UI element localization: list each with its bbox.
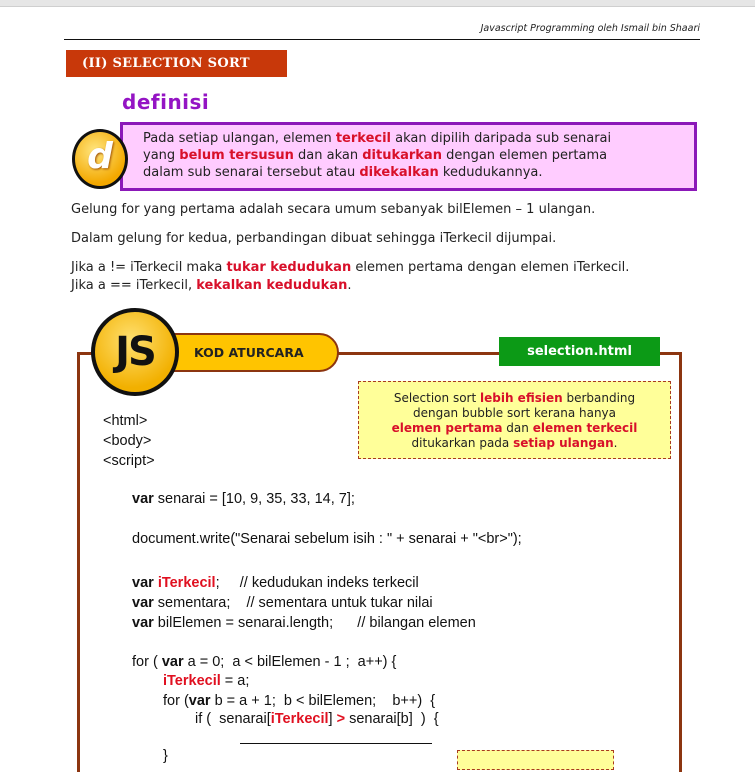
text-segment: bilElemen = senarai.length; // bilangan elemen bbox=[153, 615, 476, 631]
text-segment: sementara; // sementara untuk tukar nilai bbox=[153, 595, 433, 611]
definition-box bbox=[120, 122, 697, 191]
window-top-bar bbox=[0, 0, 755, 7]
text-segment: <script> bbox=[103, 453, 155, 469]
text-segment: . bbox=[347, 278, 352, 293]
keyword-text: var bbox=[132, 595, 154, 611]
section-banner: (II) SELECTION SORT bbox=[66, 50, 287, 77]
paragraph-1 bbox=[71, 202, 595, 217]
filename-tag: selection.html bbox=[499, 337, 660, 366]
paragraph-4 bbox=[71, 278, 351, 293]
code-line bbox=[103, 433, 151, 449]
text-segment: dan akan bbox=[293, 148, 363, 163]
code-panel-label bbox=[160, 333, 339, 372]
highlight-text: iTerkecil bbox=[157, 575, 216, 591]
keyword-text: var bbox=[188, 693, 211, 709]
code-line bbox=[195, 711, 439, 727]
highlight-text: tukar kedudukan bbox=[226, 260, 352, 275]
code-line bbox=[132, 615, 476, 631]
code-line bbox=[103, 413, 147, 429]
paragraph-2 bbox=[71, 231, 556, 246]
definition-heading: definisi bbox=[122, 90, 210, 114]
text-segment: kedudukannya. bbox=[438, 165, 543, 180]
highlight-text: iTerkecil bbox=[163, 673, 221, 689]
text-segment: for ( bbox=[163, 693, 189, 709]
note-box bbox=[358, 381, 671, 459]
highlight-text: kekalkan kedudukan bbox=[196, 278, 348, 293]
keyword-text: var bbox=[132, 575, 154, 591]
text-segment: akan dipilih daripada sub senarai bbox=[391, 131, 612, 146]
text-segment: Dalam gelung for kedua, perbandingan dibuat sehingga iTerkecil dijumpai. bbox=[71, 231, 557, 246]
code-line bbox=[132, 531, 522, 547]
text-segment: b = a + 1; b < bilElemen; b++) { bbox=[210, 693, 436, 709]
text-segment: senarai = [10, 9, 35, 33, 14, 7]; bbox=[153, 491, 355, 507]
text-segment: dan bbox=[502, 421, 533, 435]
highlight-text: elemen pertama bbox=[391, 421, 503, 435]
code-line bbox=[163, 693, 435, 709]
text-segment: elemen pertama dengan elemen iTerkecil. bbox=[351, 260, 630, 275]
highlight-text: terkecil bbox=[335, 131, 392, 146]
fill-in-blank-line bbox=[240, 743, 432, 744]
text-segment: Gelung for yang pertama adalah secara umum sebanyak bilElemen – 1 ulangan. bbox=[71, 202, 596, 217]
highlight-text: elemen terkecil bbox=[532, 421, 638, 435]
text-segment: for ( bbox=[132, 654, 162, 670]
text-segment: ; // kedudukan indeks terkecil bbox=[215, 575, 419, 591]
text-segment: . bbox=[613, 436, 618, 450]
highlight-text: > bbox=[336, 711, 346, 727]
text-segment: ditukarkan pada bbox=[411, 436, 514, 450]
text-segment: a = 0; a < bilElemen - 1 ; a++) { bbox=[183, 654, 397, 670]
text-segment: ] bbox=[328, 711, 337, 727]
highlight-text: lebih efisien bbox=[480, 391, 563, 405]
definition-d-icon: d bbox=[72, 129, 128, 189]
text-segment: dengan elemen pertama bbox=[441, 148, 608, 163]
keyword-text: var bbox=[161, 654, 184, 670]
text-segment: } bbox=[163, 748, 168, 764]
text-segment: dalam sub senarai tersebut atau bbox=[143, 165, 360, 180]
highlight-text: setiap ulangan bbox=[513, 436, 614, 450]
code-line bbox=[132, 491, 355, 507]
page-header-title: Javascript Programming oleh Ismail bin Shaari bbox=[480, 23, 700, 34]
highlight-text: ditukarkan bbox=[362, 148, 442, 163]
js-logo-icon: JS bbox=[91, 308, 179, 396]
highlight-text: dikekalkan bbox=[359, 165, 439, 180]
code-line bbox=[163, 673, 249, 689]
keyword-text: var bbox=[132, 615, 154, 631]
text-segment: Pada setiap ulangan, elemen bbox=[143, 131, 336, 146]
highlight-text: belum tersusun bbox=[179, 148, 294, 163]
paragraph-3 bbox=[71, 260, 629, 275]
highlight-text: iTerkecil bbox=[270, 711, 329, 727]
code-line bbox=[103, 453, 155, 469]
text-segment: dengan bubble sort kerana hanya bbox=[412, 406, 616, 420]
text-segment: <html> bbox=[103, 413, 148, 429]
code-label-text: KOD ATURCARA bbox=[194, 345, 304, 360]
text-segment: senarai[b] ) { bbox=[345, 711, 439, 727]
keyword-text: var bbox=[132, 491, 154, 507]
code-line bbox=[163, 748, 168, 764]
text-segment: berbanding bbox=[562, 391, 636, 405]
text-segment: yang bbox=[143, 148, 180, 163]
code-line bbox=[132, 575, 419, 591]
text-segment: Jika a == iTerkecil, bbox=[71, 278, 197, 293]
text-segment: <body> bbox=[103, 433, 152, 449]
text-segment: Jika a != iTerkecil maka bbox=[71, 260, 227, 275]
header-divider bbox=[64, 39, 700, 40]
code-line bbox=[132, 595, 433, 611]
note-box-2 bbox=[457, 750, 614, 770]
text-segment: document.write("Senarai sebelum isih : " + senarai + "<br>"); bbox=[132, 531, 522, 547]
text-segment: Selection sort bbox=[393, 391, 480, 405]
text-segment: if ( senarai[ bbox=[195, 711, 271, 727]
code-line bbox=[132, 654, 396, 670]
text-segment: = a; bbox=[220, 673, 250, 689]
